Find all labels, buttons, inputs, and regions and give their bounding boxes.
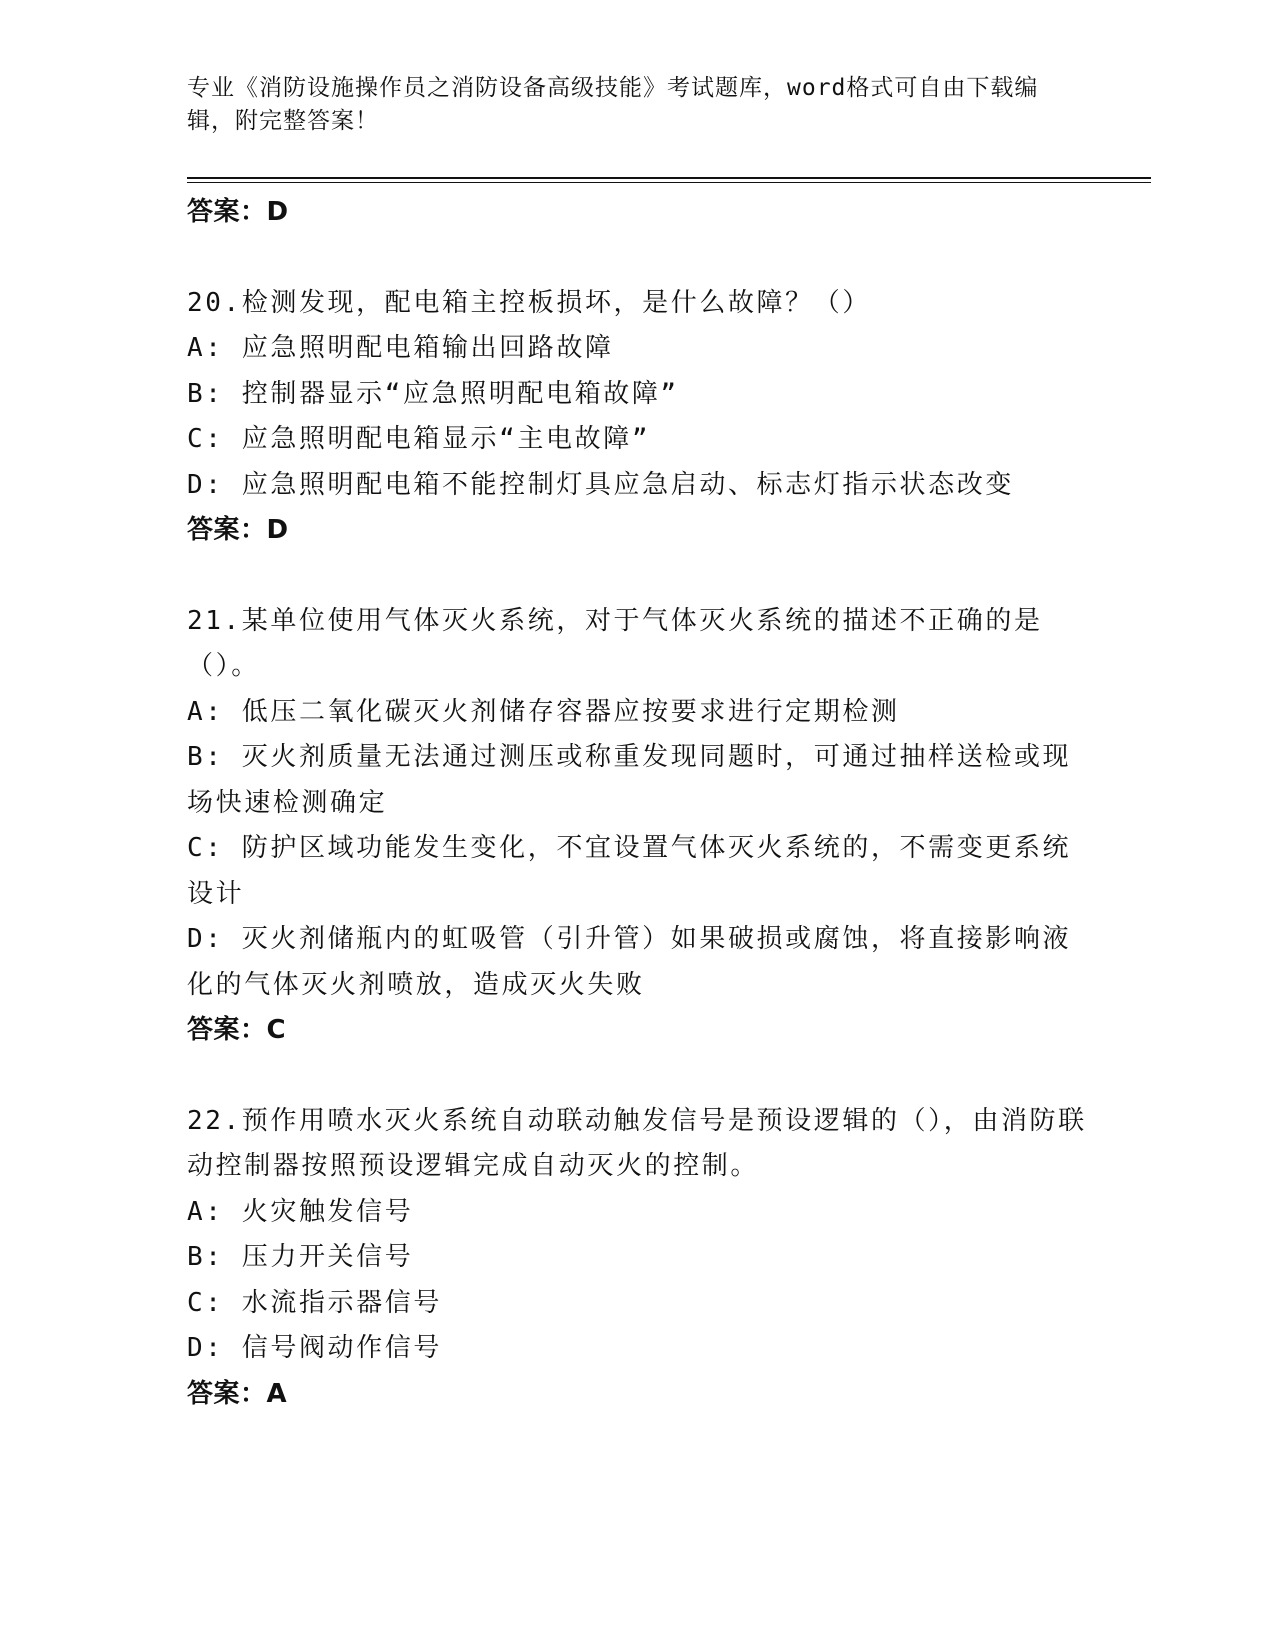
header-rule-thick [187, 177, 1151, 179]
option-a: A: 低压二氧化碳灭火剂储存容器应按要求进行定期检测 [187, 696, 900, 727]
question-stem: 20.检测发现，配电箱主控板损坏，是什么故障？（） [187, 287, 871, 318]
document-header: 专业《消防设施操作员之消防设备高级技能》考试题库，word格式可自由下载编辑，附完整答案！ [187, 75, 1039, 134]
option-d: D: 灭火剂储瓶内的虹吸管（引升管）如果破损或腐蚀，将直接影响液化的气体灭火剂喷放，造成灭火失败 [187, 924, 1072, 1000]
option-d: D: 应急照明配电箱不能控制灯具应急启动、标志灯指示状态改变 [187, 469, 1014, 500]
option-c: C: 应急照明配电箱显示“主电故障” [187, 424, 651, 454]
question-20 [187, 281, 1087, 554]
question-21 [187, 599, 1087, 1054]
spacer [187, 1054, 1087, 1099]
option-a: A: 应急照明配电箱输出回路故障 [187, 333, 614, 363]
option-a: A: 火灾触发信号 [187, 1196, 414, 1227]
previous-answer: 答案：D [187, 197, 289, 227]
option-c: C: 水流指示器信号 [187, 1287, 442, 1318]
spacer [187, 554, 1087, 599]
option-b: B: 灭火剂质量无法通过测压或称重发现同题时，可通过抽样送检或现场快速检测确定 [187, 742, 1072, 818]
answer: 答案：A [187, 1378, 288, 1409]
option-b: B: 控制器显示“应急照明配电箱故障” [187, 378, 679, 409]
answer: 答案：D [187, 515, 289, 545]
question-stem: 22.预作用喷水灭火系统自动联动触发信号是预设逻辑的（），由消防联动控制器按照预设逻辑完成自动灭火的控制。 [187, 1105, 1087, 1181]
spacer [187, 236, 1087, 281]
header-rule-thin [187, 182, 1151, 183]
option-b: B: 压力开关信号 [187, 1242, 414, 1272]
question-stem: 21.某单位使用气体灭火系统，对于气体灭火系统的描述不正确的是（）。 [187, 605, 1043, 681]
option-c: C: 防护区域功能发生变化，不宜设置气体灭火系统的，不需变更系统设计 [187, 833, 1072, 909]
answer: 答案：C [187, 1015, 287, 1045]
option-d: D: 信号阀动作信号 [187, 1333, 442, 1363]
question-list [187, 190, 1087, 1417]
question-22 [187, 1099, 1087, 1418]
